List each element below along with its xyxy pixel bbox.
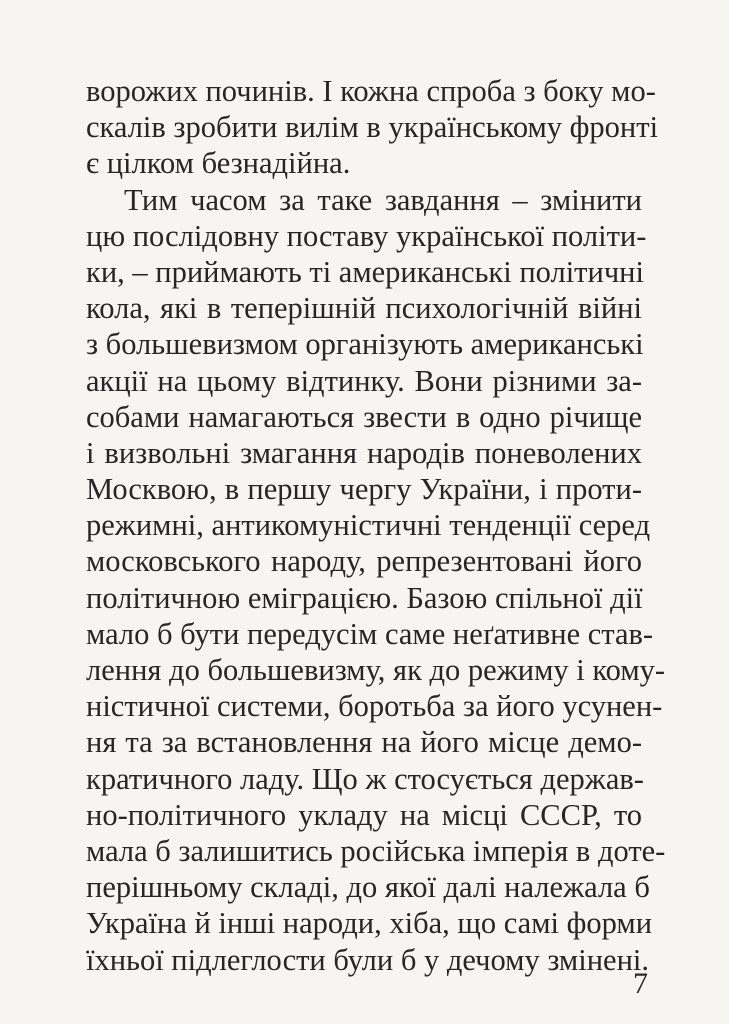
text-line: режимні, антикомуністичні тенденції серед [86, 508, 651, 543]
text-line: з большевизмом організують американські [86, 327, 644, 362]
text-line: ки, – приймають ті американські політичні [86, 254, 644, 289]
text-line: ворожих починів. І кожна спроба з боку мо- [86, 74, 656, 108]
text-line: цю послідовну поставу української політи- [86, 218, 647, 253]
paragraph-first-line: Тим часом за таке завдання – змінити [124, 182, 642, 217]
text-line: і визвольні змагання народів поневолених [86, 435, 642, 470]
text-line: мало б бути передусім саме неґативне став- [86, 616, 654, 651]
text-line: їхньої підлеглости були б у дечому змінені. [86, 942, 649, 977]
text-line: собами намагаються звести в одно річище [86, 399, 642, 434]
text-line: лення до большевизму, як до режиму і кому- [86, 653, 666, 687]
page-number: 7 [633, 967, 648, 1000]
text-line: акції на цьому відтинку. Вони різними за- [86, 363, 642, 398]
text-line: кратичного ладу. Що ж стосується держав- [86, 761, 644, 796]
text-line: ністичної системи, боротьба за його усунен- [86, 689, 663, 724]
text-line: перішньому складі, до якої далі належала б [86, 870, 650, 905]
body-text [86, 73, 666, 978]
text-line: політичною еміграцією. Базою спільної дії [86, 580, 643, 615]
text-line: мала б залишитись російська імперія в доте- [86, 833, 666, 868]
text-line: Україна й інші народи, хіба, що самі форми [86, 906, 653, 941]
text-line: но-політичного укладу на місці СССР, то [86, 797, 642, 832]
text-line: московського народу, репрезентовані його [86, 544, 642, 579]
text-line: є цілком безнадійна. [86, 146, 351, 181]
text-line: ня та за встановлення на його місце демо- [86, 725, 642, 760]
text-line: кола, які в теперішній психологічній війні [86, 291, 642, 326]
text-line: скалів зробити вилім в українському фронті [86, 110, 659, 145]
text-line: Москвою, в першу чергу України, і проти- [86, 472, 642, 507]
